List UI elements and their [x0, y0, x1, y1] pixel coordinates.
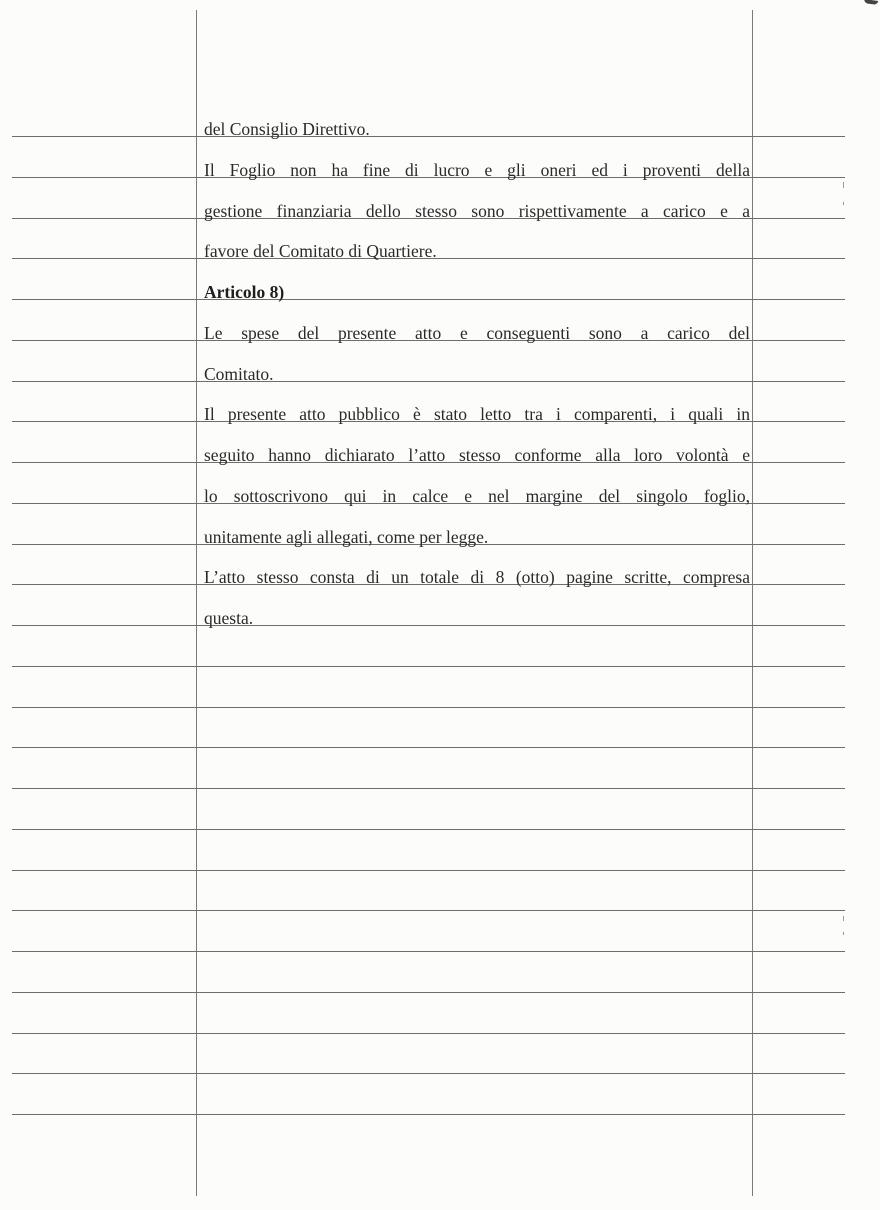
- text-line: seguito hanno dichiarato l’atto stesso conforme alla loro volontà e: [204, 445, 750, 465]
- text-line: Il presente atto pubblico è stato letto tra i comparenti, i quali in: [204, 404, 750, 424]
- ruled-line: [12, 666, 845, 667]
- text-line: Le spese del presente atto e conseguenti sono a carico del: [204, 323, 750, 343]
- article-heading: Articolo 8): [204, 282, 285, 302]
- text-line: L’atto stesso consta di un totale di 8 (otto) pagine scritte, compresa: [204, 567, 750, 587]
- text-line: del Consiglio Direttivo.: [204, 119, 370, 139]
- ruled-line: [12, 992, 845, 993]
- scan-speck: [843, 202, 844, 205]
- scan-artifact-mark: [864, 0, 878, 5]
- text-line: gestione finanziaria dello stesso sono rispettivamente a carico e a: [204, 201, 750, 221]
- text-line: Comitato.: [204, 364, 274, 384]
- text-line: unitamente agli allegati, come per legge.: [204, 527, 489, 547]
- right-margin-line: [752, 10, 753, 1196]
- text-line: Il Foglio non ha fine di lucro e gli oneri ed i proventi della: [204, 160, 750, 180]
- ruled-line: [12, 707, 845, 708]
- ruled-line: [12, 1114, 845, 1115]
- ruled-line: [12, 910, 845, 911]
- scan-speck: [843, 916, 844, 921]
- text-line: lo sottoscrivono qui in calce e nel margine del singolo foglio,: [204, 486, 750, 506]
- ruled-line: [12, 870, 845, 871]
- scan-speck: [843, 932, 844, 935]
- left-margin-line: [196, 10, 197, 1196]
- text-line: favore del Comitato di Quartiere.: [204, 241, 437, 261]
- ruled-line: [12, 747, 845, 748]
- ruled-line: [12, 829, 845, 830]
- ruled-line: [12, 788, 845, 789]
- ruled-line: [12, 951, 845, 952]
- scan-speck: [843, 182, 844, 188]
- ruled-line: [12, 1033, 845, 1034]
- ruled-line: [12, 1073, 845, 1074]
- text-line: questa.: [204, 608, 254, 628]
